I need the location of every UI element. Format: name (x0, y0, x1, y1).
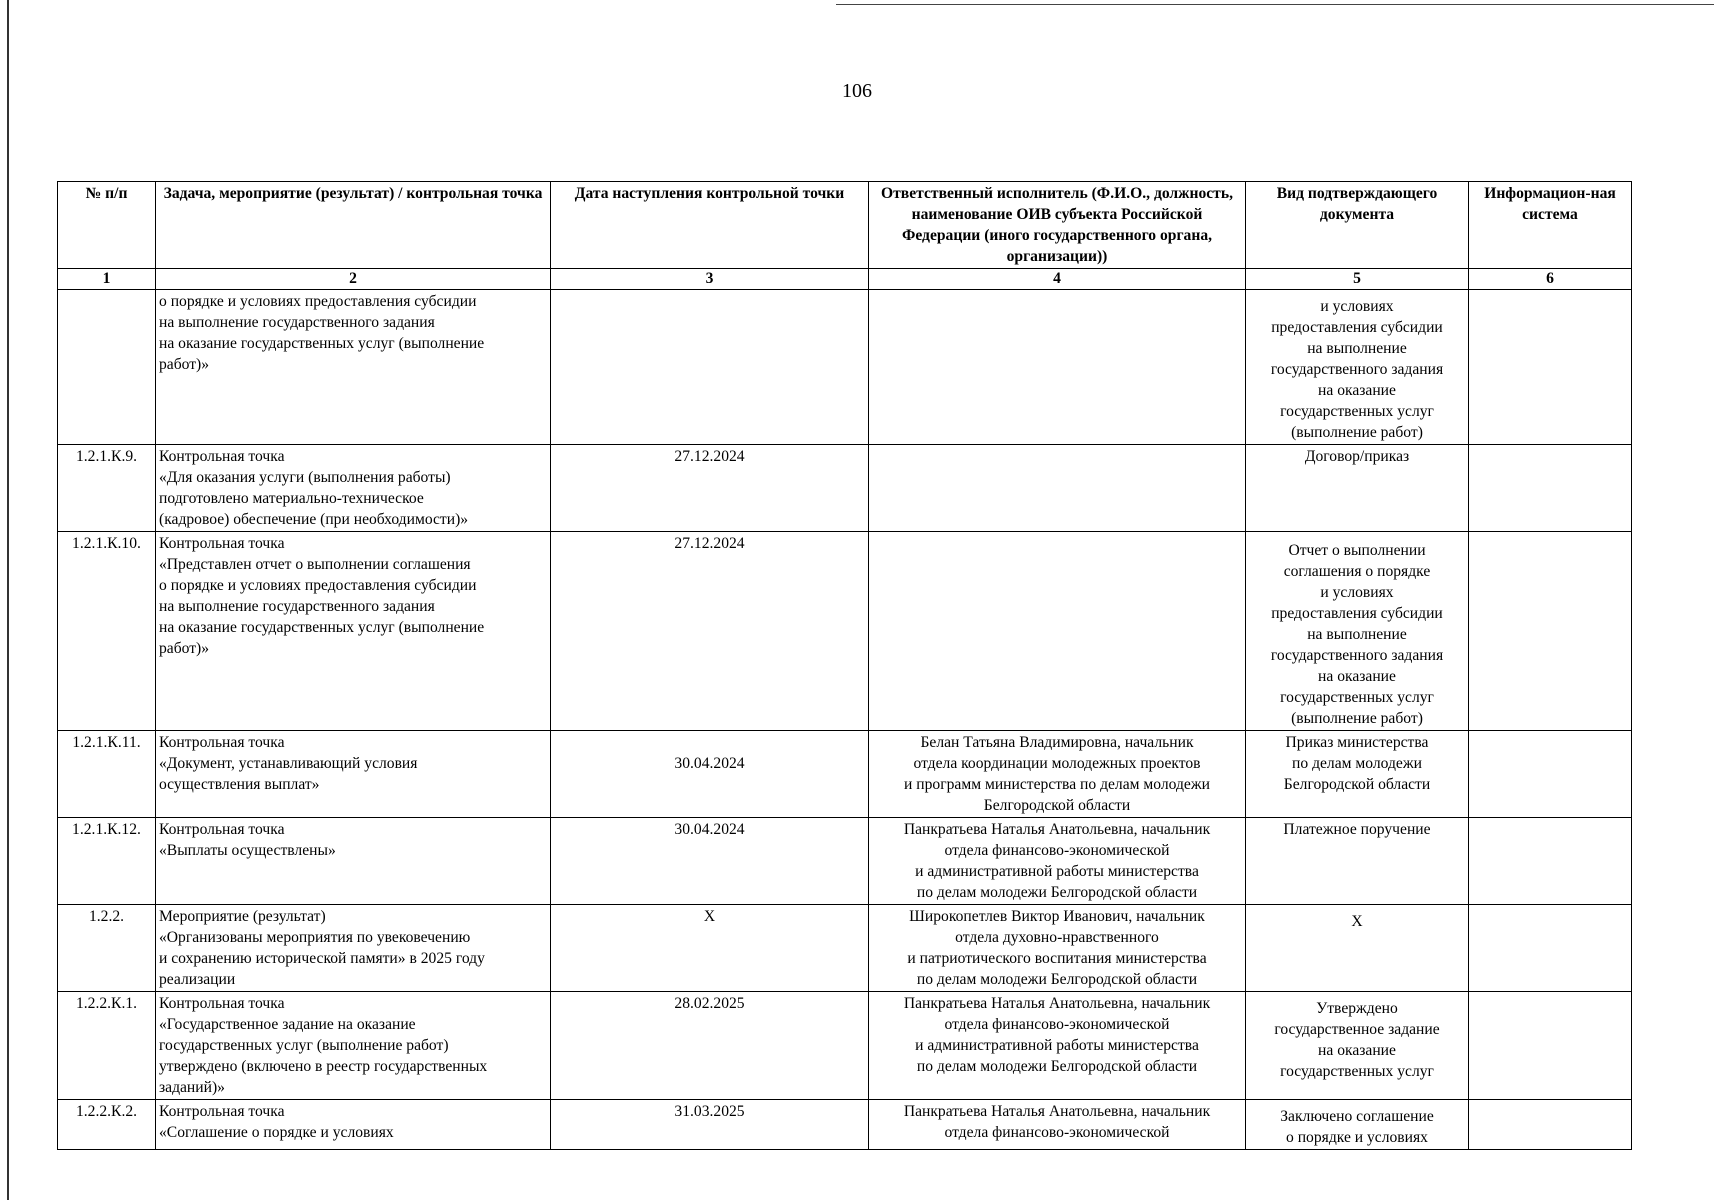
cell-line: отдела финансово-экономической (944, 842, 1170, 859)
cell-line: Мероприятие (результат) (159, 908, 326, 925)
task-cell (156, 905, 551, 992)
cell-line: «Представлен отчет о выполнении соглашения (159, 556, 471, 573)
cell-line: отдела финансово-экономической (944, 1124, 1170, 1141)
cell-line: «Документ, устанавливающий условия (159, 755, 418, 772)
header-cell: Ответственный исполнитель (Ф.И.О., должность, наименование ОИВ субъекта Российской Федерации (иного государственного органа, организации)) (869, 182, 1246, 269)
document-cell (1246, 290, 1469, 445)
cell-line: утверждено (включено в реестр государственных (159, 1058, 488, 1075)
date-cell (551, 290, 869, 445)
cell-line: (выполнение работ) (1291, 710, 1423, 727)
table-row (58, 731, 1632, 818)
cell-line: на оказание (1318, 668, 1396, 685)
cell-line: работ)» (159, 356, 210, 373)
task-cell (156, 290, 551, 445)
table-row (58, 905, 1632, 992)
task-cell (156, 445, 551, 532)
task-cell (156, 992, 551, 1100)
document-cell (1246, 1100, 1469, 1150)
header-cell: Задача, мероприятие (результат) / контрольная точка (156, 182, 551, 269)
date-cell: 27.12.2024 (551, 532, 869, 731)
executor-cell (869, 445, 1246, 532)
cell-line: Утверждено (1316, 1000, 1398, 1017)
cell-line: и патриотического воспитания министерства (907, 950, 1207, 967)
executor-cell (869, 532, 1246, 731)
cell-line: Белан Татьяна Владимировна, начальник (920, 734, 1194, 751)
cell-line: на оказание (1318, 382, 1396, 399)
cell-line: и административной работы министерства (915, 863, 1199, 880)
system-cell (1469, 290, 1632, 445)
column-number: 5 (1246, 269, 1469, 290)
page-number: 106 (842, 80, 872, 102)
cell-line: и условиях (1320, 584, 1394, 601)
cell-line: предоставления субсидии (1271, 605, 1443, 622)
cell-line: государственного задания (1270, 647, 1444, 664)
header-cell: № п/п (58, 182, 156, 269)
cell-line: «Государственное задание на оказание (159, 1016, 416, 1033)
column-number: 6 (1469, 269, 1632, 290)
cell-line: Белгородской области (1283, 776, 1431, 793)
table-body (58, 290, 1632, 1150)
cell-line: государственного задания (1270, 361, 1444, 378)
table-row (58, 445, 1632, 532)
cell-line: и административной работы министерства (915, 1037, 1199, 1054)
scan-edge-top (836, 4, 1714, 5)
date-cell: 27.12.2024 (551, 445, 869, 532)
cell-line: Отчет о выполнении (1288, 542, 1426, 559)
executor-cell (869, 290, 1246, 445)
table-row (58, 290, 1632, 445)
cell-line: Контрольная точка (159, 995, 285, 1012)
cell-line: Приказ министерства (1285, 734, 1429, 751)
header-row (58, 182, 1632, 269)
document-cell (1246, 905, 1469, 992)
cell-line: на оказание государственных услуг (выполнение (159, 335, 485, 352)
cell-line: Панкратьева Наталья Анатольевна, начальник (903, 1103, 1211, 1120)
table-row (58, 992, 1632, 1100)
system-cell (1469, 731, 1632, 818)
row-number-cell: 1.2.2.К.2. (58, 1100, 156, 1150)
system-cell (1469, 905, 1632, 992)
cell-line: на выполнение государственного задания (159, 314, 435, 331)
cell-line: соглашения о порядке (1283, 563, 1431, 580)
cell-line: о порядке и условиях предоставления субсидии (159, 293, 477, 310)
executor-cell (869, 818, 1246, 905)
row-number-cell: 1.2.1.К.9. (58, 445, 156, 532)
cell-line: Контрольная точка (159, 448, 285, 465)
cell-line: по делам молодежи Белгородской области (916, 884, 1198, 901)
cell-line: заданий)» (159, 1079, 225, 1096)
cell-line: на выполнение (1307, 340, 1407, 357)
cell-line: Х (1351, 913, 1363, 930)
cell-line: реализации (159, 971, 236, 988)
cell-line: государственных услуг (1280, 403, 1434, 420)
document-cell (1246, 818, 1469, 905)
table-header (58, 182, 1632, 290)
cell-line: «Выплаты осуществлены» (159, 842, 336, 859)
date-cell: 28.02.2025 (551, 992, 869, 1100)
cell-line: работ)» (159, 640, 210, 657)
cell-line: о порядке и условиях (1286, 1129, 1428, 1146)
cell-line: Широкопетлев Виктор Иванович, начальник (909, 908, 1205, 925)
row-number-cell (58, 290, 156, 445)
header-cell: Дата наступления контрольной точки (551, 182, 869, 269)
cell-line: Договор/приказ (1304, 448, 1410, 465)
cell-line: (кадровое) обеспечение (при необходимости)» (159, 511, 469, 528)
date-cell: Х (551, 905, 869, 992)
cell-line: Заключено соглашение (1280, 1108, 1434, 1125)
header-cell: Вид подтверждающего документа (1246, 182, 1469, 269)
cell-line: подготовлено материально-техническое (159, 490, 424, 507)
document-cell (1246, 532, 1469, 731)
cell-line: Контрольная точка (159, 734, 285, 751)
cell-line: на оказание государственных услуг (выполнение (159, 619, 485, 636)
cell-line: Платежное поручение (1283, 821, 1431, 838)
cell-line: государственных услуг (1280, 689, 1434, 706)
cell-line: и условиях (1320, 298, 1394, 315)
cell-line: Панкратьева Наталья Анатольевна, начальник (903, 821, 1211, 838)
date-cell: 30.04.2024 (551, 731, 869, 818)
row-number-cell: 1.2.1.К.11. (58, 731, 156, 818)
column-number: 1 (58, 269, 156, 290)
cell-line: Белгородской области (983, 797, 1131, 814)
column-number: 3 (551, 269, 869, 290)
cell-line: отдела финансово-экономической (944, 1016, 1170, 1033)
task-cell (156, 731, 551, 818)
scan-edge-left (7, 0, 9, 1200)
cell-line: осуществления выплат» (159, 776, 320, 793)
system-cell (1469, 1100, 1632, 1150)
cell-line: по делам молодежи (1292, 755, 1422, 772)
cell-line: и программ министерства по делам молодежи (904, 776, 1210, 793)
control-points-table (57, 181, 1632, 1150)
cell-line: «Для оказания услуги (выполнения работы) (159, 469, 451, 486)
row-number-cell: 1.2.2. (58, 905, 156, 992)
date-cell: 31.03.2025 (551, 1100, 869, 1150)
cell-line: «Соглашение о порядке и условиях (159, 1124, 394, 1141)
cell-line: Контрольная точка (159, 821, 285, 838)
cell-line: по делам молодежи Белгородской области (916, 971, 1198, 988)
system-cell (1469, 818, 1632, 905)
cell-line: о порядке и условиях предоставления субсидии (159, 577, 477, 594)
table-row (58, 818, 1632, 905)
cell-line: государственное задание (1274, 1021, 1440, 1038)
table-row (58, 532, 1632, 731)
system-cell (1469, 532, 1632, 731)
cell-line: на оказание (1318, 1042, 1396, 1059)
task-cell (156, 532, 551, 731)
header-cell: Информацион-ная система (1469, 182, 1632, 269)
column-number: 2 (156, 269, 551, 290)
cell-line: на выполнение государственного задания (159, 598, 435, 615)
system-cell (1469, 992, 1632, 1100)
executor-cell (869, 1100, 1246, 1150)
column-number: 4 (869, 269, 1246, 290)
table-row (58, 1100, 1632, 1150)
cell-line: отдела координации молодежных проектов (913, 755, 1201, 772)
task-cell (156, 1100, 551, 1150)
cell-line: государственных услуг (выполнение работ) (159, 1037, 449, 1054)
document-cell (1246, 731, 1469, 818)
document-cell (1246, 445, 1469, 532)
cell-line: Контрольная точка (159, 1103, 285, 1120)
executor-cell (869, 731, 1246, 818)
cell-line: по делам молодежи Белгородской области (916, 1058, 1198, 1075)
cell-line: Панкратьева Наталья Анатольевна, начальник (903, 995, 1211, 1012)
row-number-cell: 1.2.2.К.1. (58, 992, 156, 1100)
cell-line: государственных услуг (1280, 1063, 1434, 1080)
row-number-cell: 1.2.1.К.10. (58, 532, 156, 731)
column-number-row (58, 269, 1632, 290)
document-cell (1246, 992, 1469, 1100)
cell-line: предоставления субсидии (1271, 319, 1443, 336)
task-cell (156, 818, 551, 905)
row-number-cell: 1.2.1.К.12. (58, 818, 156, 905)
cell-line: и сохранению исторической памяти» в 2025 году (159, 950, 485, 967)
cell-line: (выполнение работ) (1291, 424, 1423, 441)
executor-cell (869, 992, 1246, 1100)
cell-line: Контрольная точка (159, 535, 285, 552)
executor-cell (869, 905, 1246, 992)
system-cell (1469, 445, 1632, 532)
cell-line: «Организованы мероприятия по увековечению (159, 929, 471, 946)
date-cell: 30.04.2024 (551, 818, 869, 905)
cell-line: отдела духовно-нравственного (955, 929, 1159, 946)
cell-line: на выполнение (1307, 626, 1407, 643)
